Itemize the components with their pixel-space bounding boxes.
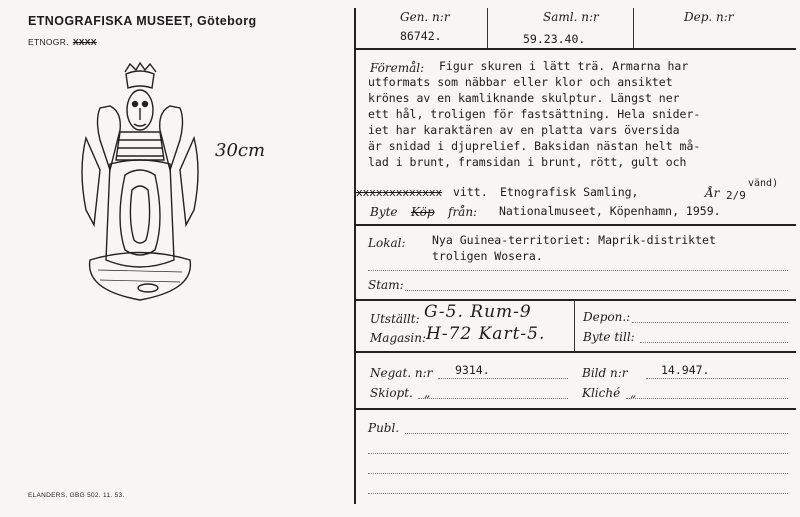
source-line — [356, 224, 796, 226]
gen-label: Gen. n:r — [400, 10, 450, 24]
negat-line — [356, 408, 796, 410]
col-sep-2 — [633, 8, 634, 48]
kliche-dotline — [626, 398, 788, 399]
vitt-text: vitt. — [453, 185, 488, 199]
lokal-line-2: troligen Wosera. — [432, 249, 543, 263]
bytetill-dotline — [640, 342, 788, 343]
utst-sep — [574, 299, 575, 351]
bild-label: Bild n:r — [582, 366, 628, 380]
publ-dotline-1 — [405, 433, 788, 434]
lokal-line-1: Nya Guinea-territoriet: Maprik-distriktet — [432, 233, 716, 247]
kliche-value: „ — [630, 386, 637, 400]
negat-dotline — [438, 378, 568, 379]
foremal-label: Föremål: — [370, 61, 425, 75]
saml-value: 59.23.40. — [523, 32, 586, 46]
printer-imprint: ELANDERS, GBG 502. 11. 53. — [28, 492, 125, 499]
samling-value: Etnografisk Samling, — [500, 185, 639, 199]
vand-note: vänd) — [748, 178, 779, 189]
etnogr-struck: XXXX — [72, 37, 97, 47]
byte-label: Byte — [370, 205, 398, 219]
publ-label: Publ. — [368, 421, 400, 435]
negat-label: Negat. n:r — [370, 366, 433, 380]
foremal-line-6: är snidad i djuprelief. Baksidan nästan helt må- — [368, 139, 701, 153]
utstallt-label: Utställt: — [370, 312, 420, 326]
size-note: 30cm — [215, 140, 266, 161]
publ-dotline-3 — [368, 473, 788, 474]
foremal-line-4: ett hål, troligen för fastsättning. Hela snider- — [368, 107, 701, 121]
etnogr-label — [28, 37, 97, 47]
kliche-label: Kliché — [582, 386, 621, 400]
kop-label: Köp — [411, 205, 435, 219]
stam-line — [356, 299, 796, 301]
lokal-dotline — [368, 270, 788, 271]
foremal-line-3: krönes av en kamliknande skulptur. Längst ner — [368, 91, 680, 105]
magasin-label: Magasin: — [370, 331, 427, 345]
bild-dotline — [646, 378, 788, 379]
negat-value: 9314. — [455, 363, 490, 377]
skiopt-label: Skiopt. — [370, 386, 413, 400]
card-divider — [354, 8, 356, 504]
bytetill-label: Byte till: — [583, 330, 635, 344]
museum-title: ETNOGRAFISKA MUSEET, Göteborg — [28, 14, 257, 28]
foremal-line-2: utformats som näbbar eller klor och ansiktet — [368, 75, 673, 89]
depon-dotline — [632, 322, 788, 323]
fran-value: Nationalmuseet, Köpenhamn, 1959. — [499, 204, 721, 218]
depon-label: Depon.: — [583, 310, 631, 324]
skiopt-value: „ — [424, 386, 431, 400]
ar-value: 2/9 — [726, 189, 746, 202]
publ-dotline-4 — [368, 493, 788, 494]
foremal-line-7: lad i brunt, framsidan i brunt, rött, gult och — [368, 155, 687, 169]
foremal-line-1: Figur skuren i lätt trä. Armarna har — [439, 59, 689, 73]
stam-label: Stam: — [368, 278, 404, 292]
saml-label: Saml. n:r — [543, 10, 599, 24]
lokal-label: Lokal: — [368, 236, 406, 250]
publ-dotline-2 — [368, 453, 788, 454]
top-row-line — [356, 48, 796, 50]
ar-label: År — [705, 186, 720, 200]
utstallt-hand: G-5. Rum-9 — [424, 302, 532, 322]
skiopt-dotline — [418, 398, 568, 399]
foremal-line-5: iet har karaktären av en platta vars översida — [368, 123, 680, 137]
struck-prefix: xxxxxxxxxxxxx — [356, 186, 443, 199]
dep-label: Dep. n:r — [684, 10, 734, 24]
gen-value: 86742. — [400, 29, 442, 43]
stam-dotline — [405, 290, 788, 291]
magasin-hand: H-72 Kart-5. — [426, 324, 546, 344]
utst-line — [356, 351, 796, 353]
bild-value: 14.947. — [661, 363, 710, 377]
fran-label: från: — [448, 205, 478, 219]
figure-sketch — [70, 60, 210, 310]
etnogr-text: ETNOGR. — [28, 37, 69, 47]
col-sep-1 — [487, 8, 488, 48]
